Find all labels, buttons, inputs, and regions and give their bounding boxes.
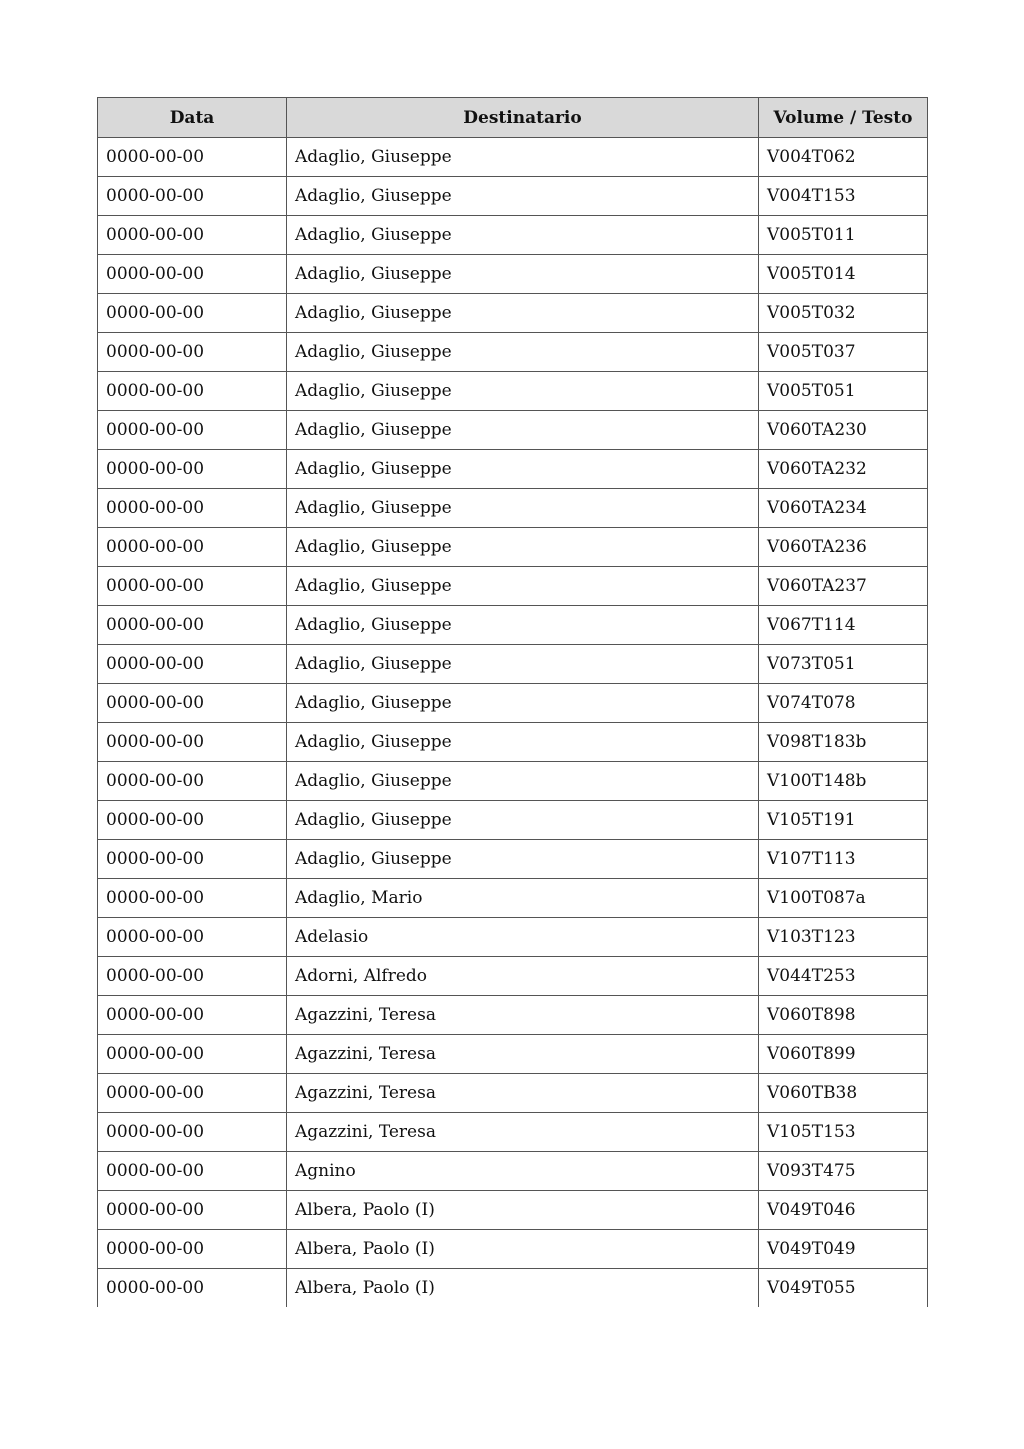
cell-data: 0000-00-00 [98,684,287,723]
cell-volume: V105T153 [759,1113,928,1152]
cell-volume: V060TA237 [759,567,928,606]
cell-volume: V044T253 [759,957,928,996]
cell-destinatario: Adaglio, Giuseppe [287,450,759,489]
cell-destinatario: Adaglio, Giuseppe [287,645,759,684]
cell-data: 0000-00-00 [98,918,287,957]
table-row [98,1191,928,1230]
cell-destinatario: Adaglio, Giuseppe [287,177,759,216]
table-row [98,801,928,840]
cell-destinatario: Adorni, Alfredo [287,957,759,996]
cell-destinatario: Adaglio, Giuseppe [287,255,759,294]
cell-data: 0000-00-00 [98,1191,287,1230]
cell-data: 0000-00-00 [98,645,287,684]
cell-destinatario: Albera, Paolo (I) [287,1191,759,1230]
cell-data: 0000-00-00 [98,411,287,450]
table-row [98,411,928,450]
cell-volume: V004T153 [759,177,928,216]
cell-data: 0000-00-00 [98,1035,287,1074]
cell-data: 0000-00-00 [98,1269,287,1308]
cell-destinatario: Adaglio, Giuseppe [287,138,759,177]
cell-data: 0000-00-00 [98,528,287,567]
cell-data: 0000-00-00 [98,996,287,1035]
cell-destinatario: Adaglio, Giuseppe [287,333,759,372]
cell-destinatario: Agnino [287,1152,759,1191]
cell-destinatario: Adaglio, Giuseppe [287,762,759,801]
cell-volume: V060TA236 [759,528,928,567]
table-row [98,1035,928,1074]
cell-data: 0000-00-00 [98,333,287,372]
cell-data: 0000-00-00 [98,762,287,801]
cell-volume: V004T062 [759,138,928,177]
cell-data: 0000-00-00 [98,255,287,294]
cell-destinatario: Adaglio, Giuseppe [287,294,759,333]
table-row [98,450,928,489]
cell-volume: V107T113 [759,840,928,879]
table-row [98,216,928,255]
cell-destinatario: Adaglio, Giuseppe [287,840,759,879]
table-row [98,840,928,879]
cell-data: 0000-00-00 [98,294,287,333]
table-row [98,879,928,918]
cell-data: 0000-00-00 [98,1152,287,1191]
table-row [98,333,928,372]
table-row [98,918,928,957]
table-header-row [98,98,928,138]
cell-volume: V067T114 [759,606,928,645]
table-row [98,567,928,606]
cell-volume: V098T183b [759,723,928,762]
letters-table [97,97,928,1307]
cell-destinatario: Agazzini, Teresa [287,996,759,1035]
table-row [98,372,928,411]
table-row [98,489,928,528]
cell-data: 0000-00-00 [98,840,287,879]
cell-destinatario: Adaglio, Giuseppe [287,411,759,450]
cell-data: 0000-00-00 [98,606,287,645]
cell-destinatario: Adaglio, Giuseppe [287,372,759,411]
cell-data: 0000-00-00 [98,723,287,762]
table-row [98,1074,928,1113]
cell-destinatario: Adelasio [287,918,759,957]
cell-volume: V060T898 [759,996,928,1035]
cell-destinatario: Adaglio, Giuseppe [287,567,759,606]
cell-volume: V093T475 [759,1152,928,1191]
cell-data: 0000-00-00 [98,1074,287,1113]
cell-volume: V005T037 [759,333,928,372]
table-row [98,255,928,294]
cell-data: 0000-00-00 [98,801,287,840]
column-header-data: Data [98,98,287,138]
cell-data: 0000-00-00 [98,879,287,918]
cell-volume: V060T899 [759,1035,928,1074]
cell-data: 0000-00-00 [98,138,287,177]
cell-destinatario: Albera, Paolo (I) [287,1269,759,1308]
cell-destinatario: Adaglio, Giuseppe [287,528,759,567]
table-row [98,1269,928,1308]
cell-volume: V100T148b [759,762,928,801]
cell-destinatario: Adaglio, Giuseppe [287,801,759,840]
cell-volume: V005T032 [759,294,928,333]
cell-volume: V005T051 [759,372,928,411]
table-row [98,138,928,177]
cell-data: 0000-00-00 [98,450,287,489]
cell-data: 0000-00-00 [98,177,287,216]
column-header-destinatario: Destinatario [287,98,759,138]
cell-data: 0000-00-00 [98,567,287,606]
table-row [98,528,928,567]
cell-volume: V073T051 [759,645,928,684]
cell-volume: V049T046 [759,1191,928,1230]
table-row [98,645,928,684]
cell-destinatario: Adaglio, Mario [287,879,759,918]
cell-destinatario: Agazzini, Teresa [287,1113,759,1152]
table-row [98,1113,928,1152]
table-row [98,177,928,216]
table-row [98,996,928,1035]
cell-data: 0000-00-00 [98,489,287,528]
cell-volume: V005T011 [759,216,928,255]
cell-data: 0000-00-00 [98,957,287,996]
cell-data: 0000-00-00 [98,372,287,411]
cell-volume: V105T191 [759,801,928,840]
cell-volume: V060TA230 [759,411,928,450]
cell-data: 0000-00-00 [98,216,287,255]
cell-volume: V005T014 [759,255,928,294]
cell-destinatario: Adaglio, Giuseppe [287,216,759,255]
table-body [98,138,928,1308]
cell-volume: V049T055 [759,1269,928,1308]
cell-data: 0000-00-00 [98,1230,287,1269]
cell-volume: V074T078 [759,684,928,723]
cell-data: 0000-00-00 [98,1113,287,1152]
cell-destinatario: Adaglio, Giuseppe [287,723,759,762]
table-row [98,684,928,723]
table-row [98,1230,928,1269]
cell-volume: V100T087a [759,879,928,918]
cell-volume: V049T049 [759,1230,928,1269]
cell-destinatario: Agazzini, Teresa [287,1074,759,1113]
cell-destinatario: Adaglio, Giuseppe [287,489,759,528]
table-row [98,762,928,801]
cell-destinatario: Agazzini, Teresa [287,1035,759,1074]
table-row [98,294,928,333]
cell-volume: V060TA232 [759,450,928,489]
cell-destinatario: Adaglio, Giuseppe [287,684,759,723]
cell-destinatario: Adaglio, Giuseppe [287,606,759,645]
cell-volume: V060TB38 [759,1074,928,1113]
cell-destinatario: Albera, Paolo (I) [287,1230,759,1269]
table-row [98,723,928,762]
cell-volume: V103T123 [759,918,928,957]
cell-volume: V060TA234 [759,489,928,528]
table-row [98,606,928,645]
table-row [98,1152,928,1191]
table-row [98,957,928,996]
column-header-volume: Volume / Testo [759,98,928,138]
